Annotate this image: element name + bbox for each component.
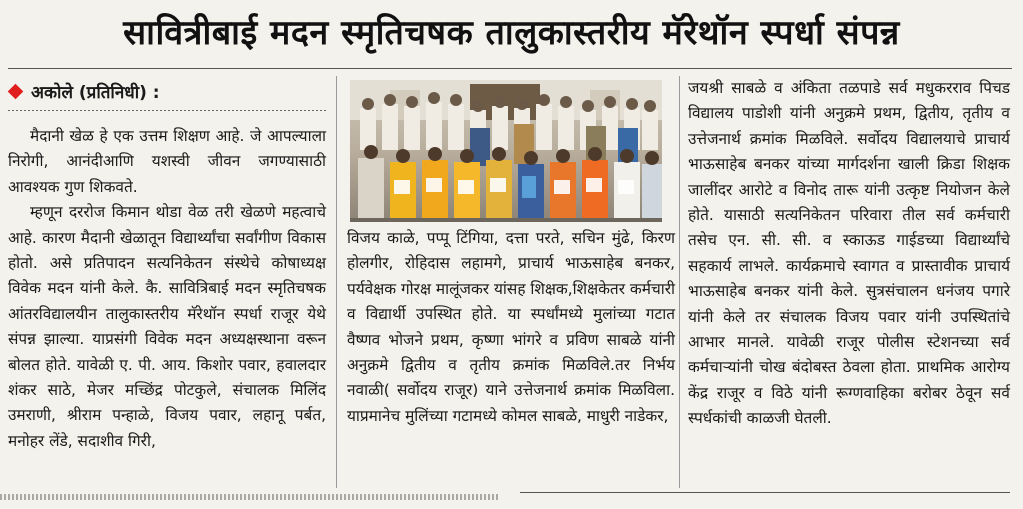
footer-rule <box>520 492 1010 493</box>
article-column-1 <box>8 124 326 454</box>
paragraph-1: मैदानी खेळ हे एक उत्तम शिक्षण आहे. जे आपल्याला निरोगी, आनंदीआणि यशस्वी जीवन जगण्यासाठी आवश्यक गुण शिकवते. <box>8 127 326 196</box>
article-column-3 <box>688 76 1010 432</box>
footer-dotted-border <box>0 494 500 500</box>
column-divider-2 <box>679 76 680 488</box>
byline-text: अकोले (प्रतिनिधी) : <box>31 83 160 103</box>
group-photo <box>350 80 662 222</box>
article-column-2 <box>347 226 675 429</box>
byline-rule <box>8 110 328 111</box>
byline <box>10 80 160 103</box>
paragraph-4: जयश्री साबळे व अंकिता तळपाडे सर्व मधुकरराव पिचड विद्यालय पाडोशी यांनी अनुक्रमे प्रथम, द्वितीय, तृतीय व उत्तेजनार्थ क्रमांक मिळविले. सर्वोदय विद्यालयाचे प्राचार्य भाऊसाहेब बनकर यांच्या मार्गदर्शना खाली क्रिडा शिक्षक जालींदर आरोटे व विनोद तारू यांनी उत्कृष्ट नियोजन केले होते. यासाठी सत्यनिकेतन परिवारा तील सर्व कर्मचारी तसेच एन. सी. सी. व स्काऊड गाईडच्या विद्यार्थ्यांचे सहकार्य लाभले. कार्यक्रमाचे स्वागत व प्रास्तावीक प्राचार्य भाऊसाहेब बनकर यांनी केले. सुत्रसंचालन धनंजय पगारे यांनी केले तर संचालक विजय पवार यांनी उपस्थितांचे आभार मानले. यावेळी राजूर पोलीस स्टेशनच्या सर्व कर्मचाऱ्यांनी चोख बंदोबस्त ठेवला होता. प्राथमिक आरोग्य केंद्र राजूर व विठे यांनी रूग्णवाहिका बरोबर ठेवून सर्व स्पर्धकांची काळजी घेतली. <box>688 79 1010 428</box>
diamond-icon <box>8 84 24 100</box>
headline: सावित्रीबाई मदन स्मृतिचषक तालुकास्तरीय मॅरेथॉन स्पर्धा संपन्न <box>123 13 900 53</box>
paragraph-2: म्हणून दररोज किमान थोडा वेळ तरी खेळणे महत्वाचे आहे. कारण मैदानी खेळातून विद्यार्थ्यांचा सर्वांगीण विकास होतो. असे प्रतिपादन सत्यनिकेतन संस्थेचे कोषाध्यक्ष विवेक मदन यांनी केले. कै. सावित्रिबाई मदन स्मृतिचषक आंतरविद्यालयीन तालुकास्तरीय मॅरेथॉन स्पर्धा राजूर येथे संपन्न झाल्या. याप्रसंगी विवेक मदन अध्यक्षस्थाना वरून बोलत होते. यावेळी ए. पी. आय. किशोर पवार, हवालदार शंकर साठे, मेजर मच्छिंद्र पोटकुले, संचालक मिलिंद उमराणी, श्रीराम पन्हाळे, विजय पवार, लहानू पर्बत, मनोहर लेंडे, सदाशीव गिरी, <box>8 203 326 450</box>
group-photo-image <box>350 80 662 222</box>
paragraph-3: विजय काळे, पप्पू टिंगिया, दत्ता परते, सचिन मुंढे, किरण होलगीर, रोहिदास लहामगे, प्राचार्य भाऊसाहेब बनकर, पर्यवेक्षक गोरक्ष मालूंजकर यांसह शिक्षक,शिक्षकेतर कर्मचारी व विद्यार्थी उपस्थित होते. या स्पर्धांमध्ये मुलांच्या गटात वैष्णव भोजने प्रथम, कृष्णा भांगरे व प्रविण साबळे यांनी अनुक्रमे द्वितीय व तृतीय क्रमांक मिळविले.तर निर्भय नवाळी( सर्वोदय राजूर) याने उत्तेजनार्थ क्रमांक मिळविला. याप्रमानेच मुलिंच्या गटामध्ये कोमल साबळे, माधुरी नाडेकर, <box>347 229 675 425</box>
column-divider-1 <box>336 76 337 488</box>
headline-rule <box>8 68 1012 69</box>
